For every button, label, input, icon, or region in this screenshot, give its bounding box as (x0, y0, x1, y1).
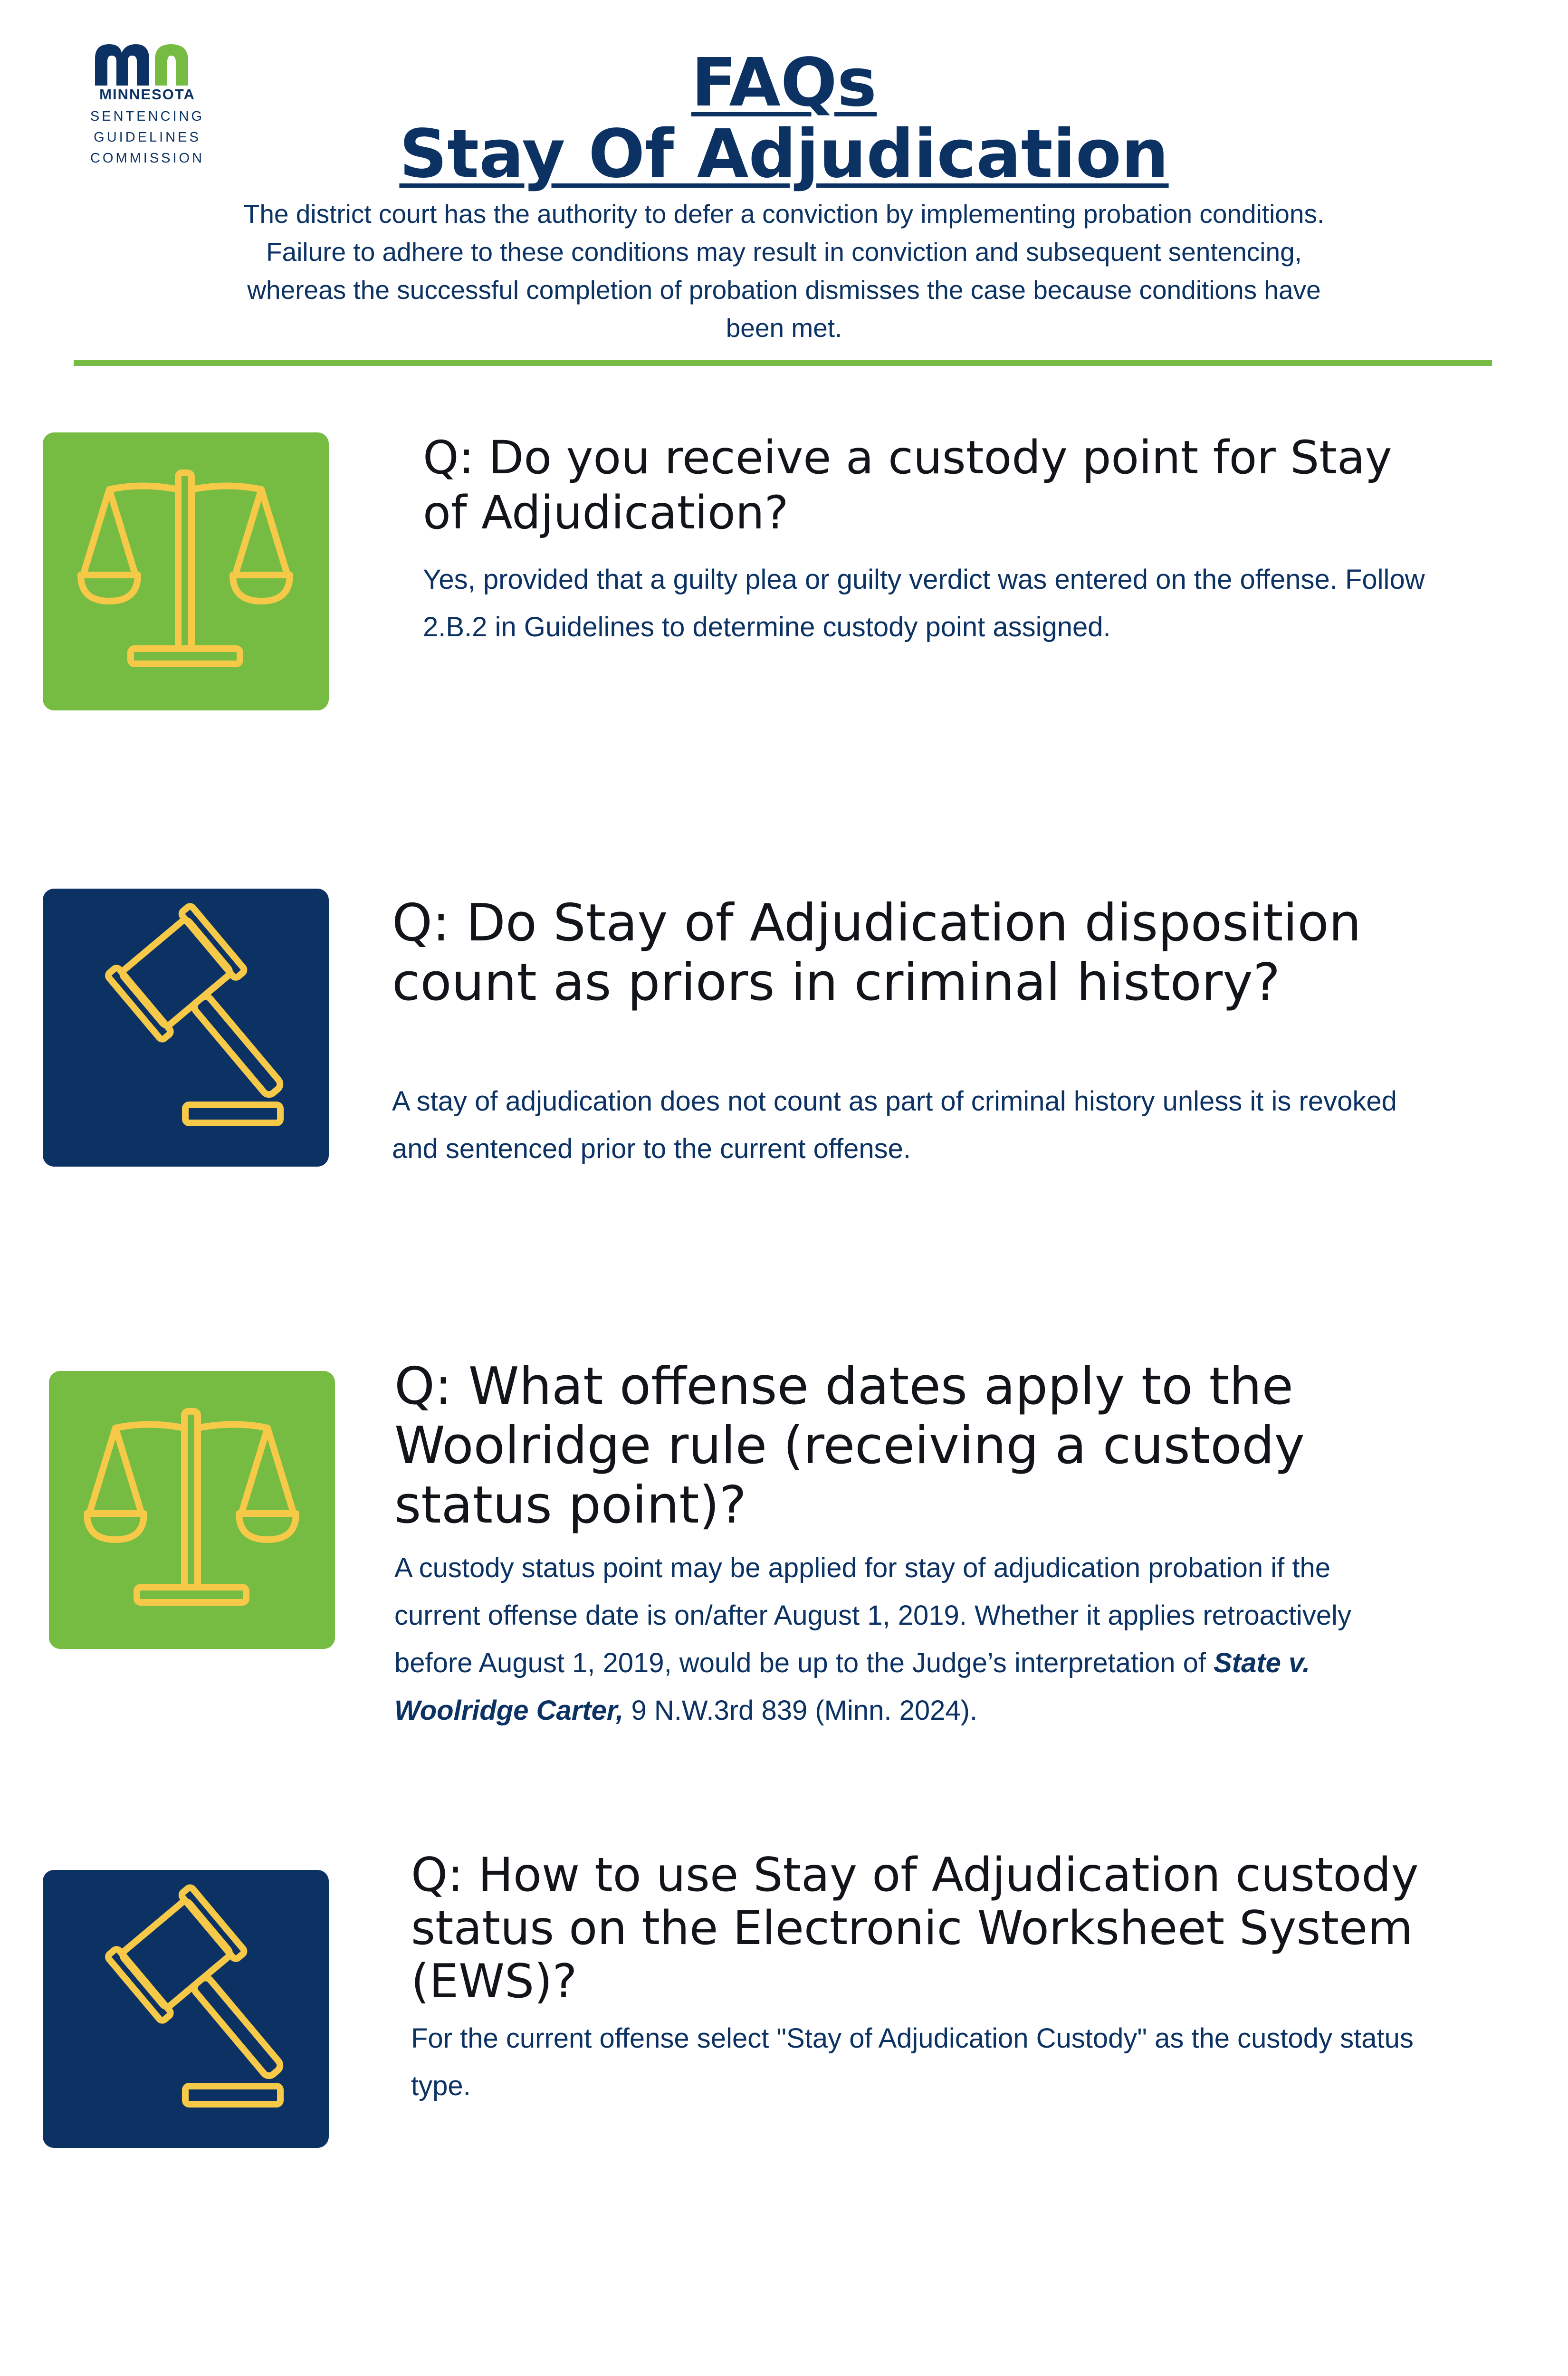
faq-2-icon-tile (43, 889, 329, 1167)
gavel-icon (43, 1870, 329, 2148)
header-divider (74, 360, 1492, 366)
title-line-topic: Stay Of Adjudication (399, 115, 1169, 193)
faq-4-icon-tile (43, 1870, 329, 2148)
faq-4-question: Q: How to use Stay of Adjudication custody status on the Electronic Worksheet System (EWS)? (411, 1848, 1419, 2009)
logo-state-name: MINNESOTA (99, 86, 195, 103)
faq-1-icon-tile (43, 432, 329, 710)
scales-of-justice-icon (49, 1371, 335, 1649)
faq-1-question: Q: Do you receive a custody point for Stay of Adjudication? (423, 431, 1392, 539)
faq-3-question: Q: What offense dates apply to the Woolridge rule (receiving a custody status point)? (394, 1357, 1305, 1535)
intro-paragraph: The district court has the authority to defer a conviction by implementing probation conditions. Failure to adhere to these conditions may result in conviction and subsequent sentencing, whereas the successful completion of probation dismisses the case because conditions have been met. (243, 199, 1325, 343)
scales-of-justice-icon (43, 432, 329, 710)
gavel-icon (43, 889, 329, 1167)
faq-1-answer: Yes, provided that a guilty plea or guilty verdict was entered on the offense. Follow 2.B.2 in Guidelines to determine custody point assigned. (423, 564, 1425, 642)
faq-3-icon-tile (49, 1371, 335, 1649)
faq-2-answer: A stay of adjudication does not count as part of criminal history unless it is revoked and sentenced prior to the current offense. (392, 1086, 1397, 1164)
title-line-faqs: FAQs (691, 44, 877, 122)
page-title (333, 44, 1235, 193)
faq-3-answer (394, 1544, 1416, 1734)
faq-3-answer-reporter: 9 N.W.3rd 839 (Minn. 2024). (623, 1695, 978, 1726)
msgc-logo (36, 40, 259, 169)
case-citation: State v. Woolridge Carter, (394, 1648, 1310, 1726)
logo-commission-name: SENTENCING GUIDELINES COMMISSION (90, 109, 205, 166)
faq-2-question: Q: Do Stay of Adjudication disposition count as priors in criminal history? (392, 893, 1361, 1012)
faq-3-answer-text: A custody status point may be applied for stay of adjudication probation if the current offense date is on/after August 1, 2019. Whether it applies retroactively before August 1, 2019, would be up to the Judge’s interpretation of (394, 1552, 1351, 1678)
mn-logo-mark (90, 40, 204, 88)
faq-4-answer: For the current offense select "Stay of Adjudication Custody" as the custody status type. (411, 2023, 1414, 2101)
